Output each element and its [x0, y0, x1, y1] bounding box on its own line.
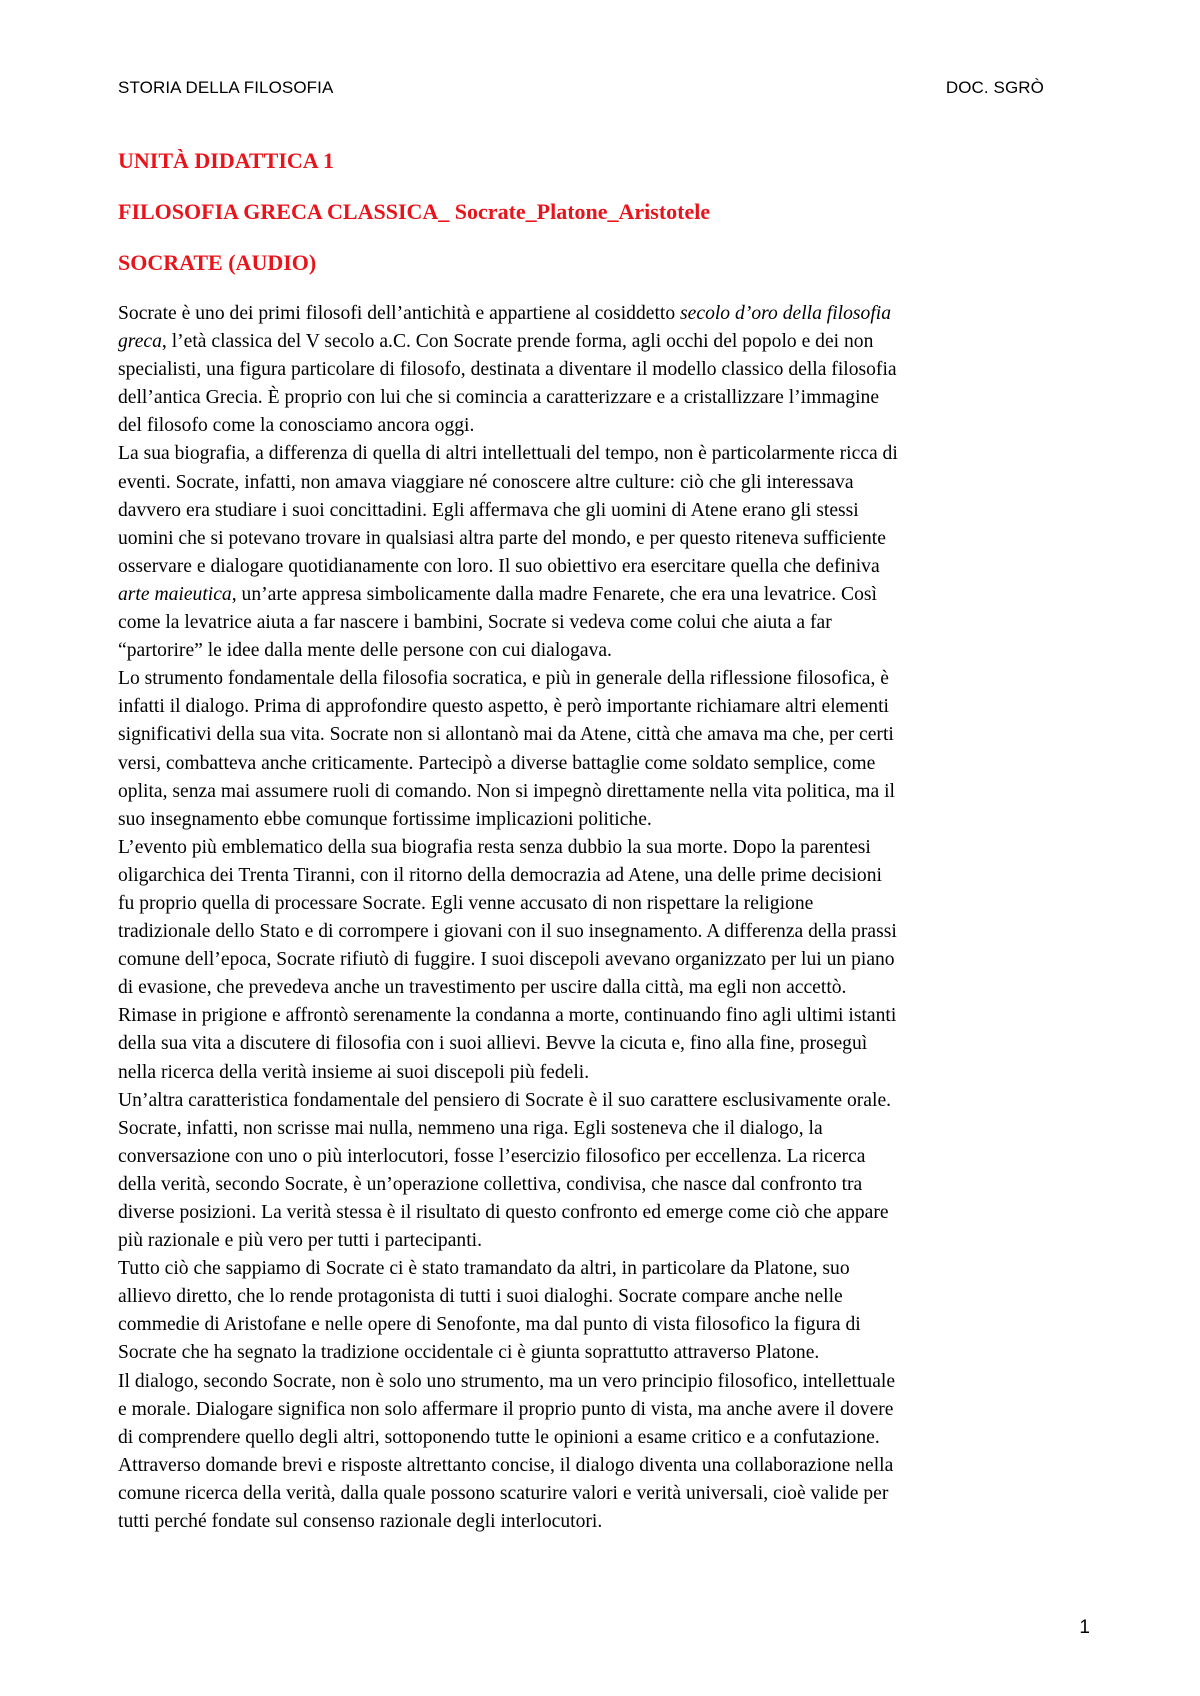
text-line: versi, combatteva anche criticamente. Partecipò a diverse battaglie come soldato semplice, come — [118, 752, 876, 774]
text-line: davvero era studiare i suoi concittadini. Egli affermava che gli uomini di Atene erano gli stessi — [118, 499, 859, 521]
text-line: di evasione, che prevedeva anche un travestimento per uscire dalla città, ma egli non accettò. — [118, 977, 847, 999]
text-line: Lo strumento fondamentale della filosofia socratica, e più in generale della riflessione filosofica, è — [118, 668, 889, 690]
text-line: oligarchica dei Trenta Tiranni, con il ritorno della democrazia ad Atene, una delle prime decisioni — [118, 864, 882, 886]
teacher-name: DOC. SGRÒ — [945, 78, 1044, 97]
emphasis: greca — [118, 331, 162, 353]
text-line: come la levatrice aiuta a far nascere i bambini, Socrate si vedeva come colui che aiuta a far — [118, 612, 832, 634]
text-line: Un’altra caratteristica fondamentale del pensiero di Socrate è il suo carattere esclusivamente orale. — [118, 1089, 892, 1111]
document-body — [118, 146, 1100, 1536]
emphasis: secolo d’oro della filosofia — [680, 303, 892, 324]
text-line: diverse posizioni. La verità stessa è il risultato di questo confronto ed emerge come ciò che appare — [118, 1202, 889, 1223]
text-line: di comprendere quello degli altri, sottoponendo tutte le opinioni a esame critico e a confutazione. — [118, 1426, 880, 1448]
body-text — [118, 300, 1100, 1536]
text-line: Tutto ciò che sappiamo di Socrate ci è stato tramandato da altri, in particolare da Platone, suo — [118, 1258, 850, 1280]
text-line: La sua biografia, a differenza di quella di altri intellettuali del tempo, non è particolarmente ricca di — [118, 443, 898, 465]
course-title: STORIA DELLA FILOSOFIA — [118, 78, 334, 97]
text-line: uomini che si potevano trovare in qualsiasi altra parte del mondo, e per questo riteneva sufficiente — [118, 527, 886, 549]
text-line: conversazione con uno o più interlocutori, fosse l’esercizio filosofico per eccellenza. La ricerca — [118, 1145, 866, 1167]
text-line: suo insegnamento ebbe comunque fortissime implicazioni politiche. — [118, 808, 652, 830]
text-line: comune ricerca della verità, dalla quale possono scaturire valori e verità universali, cioè valide per — [118, 1482, 889, 1504]
page-number: 1 — [1079, 1617, 1090, 1638]
text-line: dell’antica Grecia. È proprio con lui che si comincia a caratterizzare e a cristallizzare l’immagine — [118, 387, 880, 409]
text-line: infatti il dialogo. Prima di approfondire questo aspetto, è però importante richiamare altri elementi — [118, 696, 889, 718]
page-header — [118, 78, 1044, 102]
text-line: della sua vita a discutere di filosofia con i suoi allievi. Bevve la cicuta e, fino alla fine, proseguì — [118, 1033, 868, 1055]
text-line: L’evento più emblematico della sua biografia resta senza dubbio la sua morte. Dopo la parentesi — [118, 836, 871, 858]
unit-heading: UNITÀ DIDATTICA 1 — [118, 148, 334, 173]
text-line: Rimase in prigione e affrontò serenamente la condanna a morte, continuando fino agli ultimi istanti — [118, 1005, 897, 1027]
text-line: tutti perché fondate sul consenso razionale degli interlocutori. — [118, 1511, 603, 1533]
text-line: osservare e dialogare quotidianamente con loro. Il suo obiettivo era esercitare quella che definiva — [118, 555, 880, 577]
emphasis: arte maieutica — [118, 583, 232, 605]
text-line: significativi della sua vita. Socrate non si allontanò mai da Atene, città che amava ma che, per certi — [118, 724, 894, 746]
text-line: e morale. Dialogare significa non solo affermare il proprio punto di vista, ma anche avere il dovere — [118, 1398, 894, 1420]
text-line: tradizionale dello Stato e di corrompere i giovani con il suo insegnamento. A differenza della prassi — [118, 921, 897, 943]
text-line: Socrate, infatti, non scrisse mai nulla, nemmeno una riga. Egli sosteneva che il dialogo, la — [118, 1117, 823, 1139]
text-line: del filosofo come la conosciamo ancora oggi. — [118, 415, 475, 437]
topic-heading: SOCRATE (AUDIO) — [118, 250, 317, 275]
text-line: Socrate è uno dei primi filosofi dell’antichità e appartiene al cosiddetto secolo d’oro della filosofia — [118, 303, 892, 324]
text-line: Socrate che ha segnato la tradizione occidentale ci è giunta soprattutto attraverso Platone. — [118, 1342, 820, 1364]
text-line: “partorire” le idee dalla mente delle persone con cui dialogava. — [118, 640, 612, 662]
text-line: nella ricerca della verità insieme ai suoi discepoli più fedeli. — [118, 1061, 590, 1083]
text-line: allievo diretto, che lo rende protagonista di tutti i suoi dialoghi. Socrate compare anche nelle — [118, 1286, 843, 1308]
text-line: arte maieutica, un’arte appresa simbolicamente dalla madre Fenarete, che era una levatrice. Così — [118, 583, 877, 605]
text-line: fu proprio quella di processare Socrate. Egli venne accusato di non rispettare la religione — [118, 892, 814, 914]
text-line: commedie di Aristofane e nelle opere di Senofonte, ma dal punto di vista filosofico la figura di — [118, 1314, 861, 1336]
text-line: comune dell’epoca, Socrate rifiutò di fuggire. I suoi discepoli avevano organizzato per lui un piano — [118, 949, 895, 971]
text-line: greca, l’età classica del V secolo a.C. Con Socrate prende forma, agli occhi del popolo e dei non — [118, 331, 874, 353]
section-heading: FILOSOFIA GRECA CLASSICA_ Socrate_Platone_Aristotele — [118, 199, 711, 224]
text-line: specialisti, una figura particolare di filosofo, destinata a diventare il modello classico della filosofia — [118, 359, 897, 381]
text-line: oplita, senza mai assumere ruoli di comando. Non si impegnò direttamente nella vita politica, ma il — [118, 780, 896, 802]
text-line: più razionale e più vero per tutti i partecipanti. — [118, 1230, 482, 1252]
text-line: eventi. Socrate, infatti, non amava viaggiare né conoscere altre culture: ciò che gli interessava — [118, 471, 854, 493]
text-line: Attraverso domande brevi e risposte altrettanto concise, il dialogo diventa una collaborazione nella — [118, 1454, 894, 1476]
text-line: della verità, secondo Socrate, è un’operazione collettiva, condivisa, che nasce dal confronto tra — [118, 1173, 863, 1195]
text-line: Il dialogo, secondo Socrate, non è solo uno strumento, ma un vero principio filosofico, intellettuale — [118, 1370, 896, 1392]
